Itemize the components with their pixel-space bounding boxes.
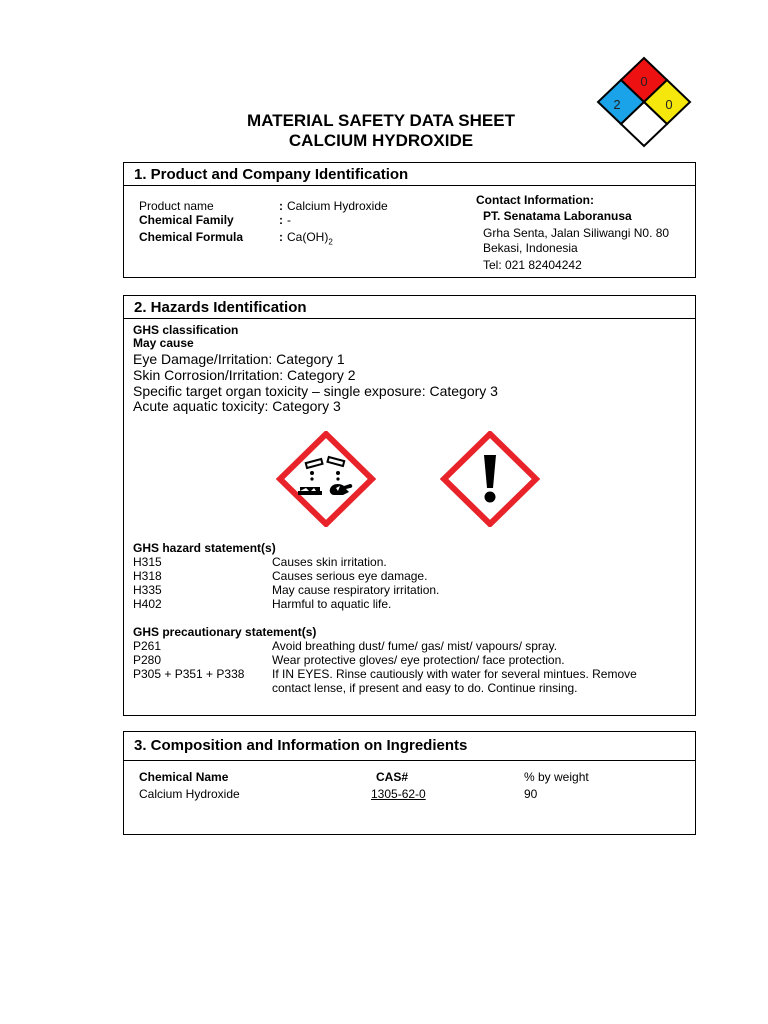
hazard-code: H318 bbox=[133, 569, 162, 583]
document-title: MATERIAL SAFETY DATA SHEET bbox=[247, 111, 515, 130]
classification-item: Acute aquatic toxicity: Category 3 bbox=[133, 398, 341, 414]
classification-item: Specific target organ toxicity – single exposure: Category 3 bbox=[133, 383, 498, 399]
address-line-1: Grha Senta, Jalan Siliwangi N0. 80 bbox=[483, 226, 670, 240]
chemical-formula-text: Ca(OH) bbox=[287, 230, 329, 244]
precaution-code: P280 bbox=[133, 653, 162, 667]
nfpa-instability-value: 0 bbox=[665, 97, 673, 112]
product-name-value: Calcium Hydroxide bbox=[287, 199, 388, 213]
precaution-text-continued: contact lense, if present and easy to do. Continue rinsing. bbox=[272, 681, 578, 695]
column-header-chemical-name: Chemical Name bbox=[139, 770, 229, 784]
precaution-text: If IN EYES. Rinse cautiously with water for several mintues. Remove bbox=[272, 667, 637, 681]
precaution-text: Avoid breathing dust/ fume/ gas/ mist/ vapours/ spray. bbox=[272, 639, 558, 653]
hazard-text: Causes skin irritation. bbox=[272, 555, 387, 569]
precaution-text: Wear protective gloves/ eye protection/ face protection. bbox=[272, 653, 565, 667]
column-header-cas: CAS# bbox=[376, 770, 409, 784]
document-subtitle: CALCIUM HYDROXIDE bbox=[288, 131, 474, 150]
chemical-formula-value bbox=[287, 230, 333, 249]
may-cause-label: May cause bbox=[133, 336, 194, 350]
classification-item: Eye Damage/Irritation: Category 1 bbox=[133, 351, 345, 367]
precaution-code: P261 bbox=[133, 639, 162, 653]
telephone: Tel: 021 82404242 bbox=[483, 258, 582, 272]
hazard-code: H315 bbox=[133, 555, 162, 569]
section-2-heading: 2. Hazards Identification bbox=[124, 296, 695, 319]
product-name-label: Product name bbox=[139, 199, 214, 213]
section-3-heading: 3. Composition and Information on Ingredients bbox=[124, 732, 695, 761]
chemical-family-label: Chemical Family bbox=[139, 213, 234, 227]
nfpa-flammability-value: 0 bbox=[640, 74, 648, 89]
ghs-classification-label: GHS classification bbox=[133, 323, 239, 337]
column-header-weight: % by weight bbox=[524, 770, 589, 784]
separator: : bbox=[279, 213, 283, 227]
precautionary-statements-heading: GHS precautionary statement(s) bbox=[133, 625, 317, 639]
hazard-code: H402 bbox=[133, 597, 162, 611]
hazard-code: H335 bbox=[133, 583, 162, 597]
ingredient-weight: 90 bbox=[524, 787, 538, 801]
contact-information-label: Contact Information: bbox=[476, 193, 594, 207]
corrosion-pictogram-icon bbox=[276, 431, 376, 527]
precaution-code: P305 + P351 + P338 bbox=[133, 667, 245, 681]
hazard-text: May cause respiratory irritation. bbox=[272, 583, 440, 597]
exclamation-pictogram-icon bbox=[440, 431, 540, 527]
chemical-family-value: - bbox=[287, 213, 291, 227]
hazard-text: Harmful to aquatic life. bbox=[272, 597, 392, 611]
hazard-statements-heading: GHS hazard statement(s) bbox=[133, 541, 276, 555]
separator: : bbox=[279, 199, 283, 213]
hazard-text: Causes serious eye damage. bbox=[272, 569, 428, 583]
chemical-formula-label: Chemical Formula bbox=[139, 230, 244, 244]
section-1-heading: 1. Product and Company Identification bbox=[124, 163, 695, 186]
company-name: PT. Senatama Laboranusa bbox=[483, 209, 632, 223]
ingredient-name: Calcium Hydroxide bbox=[139, 787, 240, 801]
nfpa-health-value: 2 bbox=[613, 97, 621, 112]
address-line-2: Bekasi, Indonesia bbox=[483, 241, 578, 255]
chemical-formula-subscript: 2 bbox=[328, 237, 333, 247]
separator: : bbox=[279, 230, 283, 244]
ingredient-cas: 1305-62-0 bbox=[371, 787, 426, 801]
classification-item: Skin Corrosion/Irritation: Category 2 bbox=[133, 367, 356, 383]
